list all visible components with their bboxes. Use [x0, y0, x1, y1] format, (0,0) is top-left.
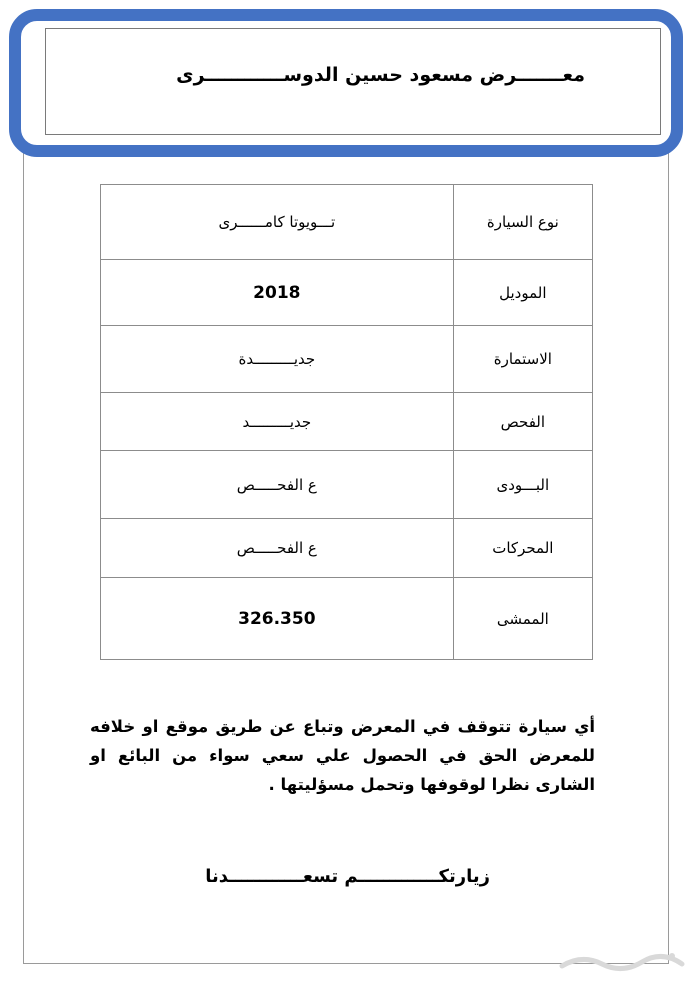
watermark-logo-icon — [552, 946, 692, 976]
spec-value: 2018 — [101, 260, 454, 326]
spec-value: ع الفحـــــص — [101, 451, 454, 519]
spec-label: المحركات — [453, 519, 592, 578]
closing-message: زيارتكـــــــــــــم تسعــــــــــــدنا — [205, 866, 490, 887]
spec-value: جديـــــــــدة — [101, 326, 454, 393]
spec-label: نوع السيارة — [453, 185, 592, 260]
spec-value: جديـــــــــد — [101, 393, 454, 451]
spec-label: الموديل — [453, 260, 592, 326]
spec-row-type — [101, 185, 593, 260]
spec-row-model — [101, 260, 593, 326]
spec-row-engines — [101, 519, 593, 578]
spec-label: الفحص — [453, 393, 592, 451]
spec-row-registration — [101, 326, 593, 393]
car-specs-table — [100, 184, 593, 660]
commission-notice: أي سيارة تتوقف في المعرض وتباع عن طريق موقع او خلافه للمعرض الحق في الحصول علي سعي سواء من البائع او الشارى نظرا لوقوفها وتحمل مسؤليتها . — [90, 717, 595, 794]
spec-row-mileage — [101, 578, 593, 660]
spec-label: البـــودى — [453, 451, 592, 519]
spec-label: الاستمارة — [453, 326, 592, 393]
showroom-title: معـــــــرض مسعود حسين الدوســــــــــــرى — [176, 64, 585, 86]
spec-label: الممشى — [453, 578, 592, 660]
spec-row-inspection — [101, 393, 593, 451]
spec-value: 326.350 — [101, 578, 454, 660]
spec-value: ع الفحـــــص — [101, 519, 454, 578]
spec-row-body — [101, 451, 593, 519]
spec-value: تـــويوتا كامــــــرى — [101, 185, 454, 260]
